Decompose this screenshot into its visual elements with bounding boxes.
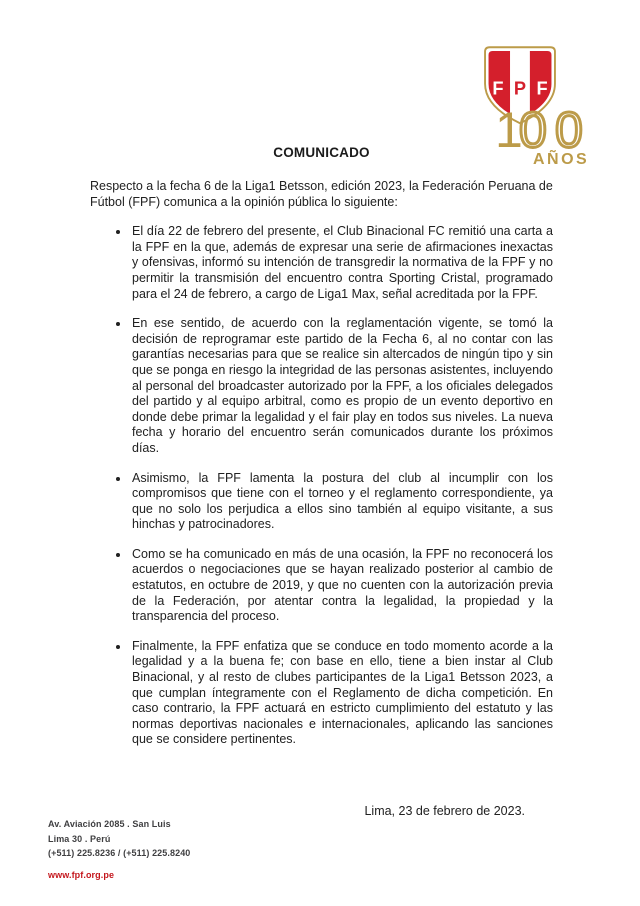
anniversary-digit-0a: 0 <box>519 104 547 158</box>
fpf-letter-p: P <box>513 77 527 99</box>
date-line: Lima, 23 de febrero de 2023. <box>364 804 525 818</box>
anniversary-digit-1: 1 <box>495 104 523 158</box>
fpf-letter-f2: F <box>536 77 548 99</box>
bullet-item-1: • El día 22 de febrero del presente, el Club Binacional FC remitió una carta a la FPF en la que, además de expresar una serie de afirmaciones inexactas y ofensivas, informó su intención de transgredir la normativa de la FPF y no permitir la transmisión del encuentro contra Sporting Cristal, programado para el 24 de febrero, a cargo de Liga1 Max, señal acreditada por la FPF. <box>130 224 553 302</box>
bullet-item-4: • Como se ha comunicado en más de una ocasión, la FPF no reconocerá los acuerdos o negociaciones que se hayan realizado posterior al cambio de estatutos, en octubre de 2019, y que no cuenten con la autorización previa de la Federación, por atentar contra la legalidad, la propiedad y la transparencia del proceso. <box>130 547 553 625</box>
bullet-list <box>114 224 553 748</box>
footer-phones: (+511) 225.8236 / (+511) 225.8240 <box>48 848 191 858</box>
footer-address-line1: Av. Aviación 2085 . San Luis <box>48 819 171 829</box>
website-link: www.fpf.org.pe <box>48 869 115 880</box>
bullet-item-3: • Asimismo, la FPF lamenta la postura del club al incumplir con los compromisos que tiene con el torneo y el reglamento correspondiente, ya que no solo los perjudica a ellos sino también al equipo visitante, a sus hinchas y patrocinadores. <box>130 471 553 533</box>
anniversary-label: AÑOS <box>533 151 590 168</box>
document-title: COMUNICADO <box>273 145 370 160</box>
fpf-letter-f1: F <box>492 77 504 99</box>
intro-paragraph: Respecto a la fecha 6 de la Liga1 Betsson, edición 2023, la Federación Peruana de Fútbol (FPF) comunica a la opinión pública lo siguiente: <box>90 179 553 209</box>
bullet-item-5: • Finalmente, la FPF enfatiza que se conduce en todo momento acorde a la legalidad y a la buena fe; con base en ello, tiene a bien instar al Club Binacional, y al resto de clubes participantes de la Liga1 Betsson 2023, a que cumplan íntegramente con el Reglamento de dicha competición. En caso contrario, la FPF actuará en estricto cumplimiento del estatuto y las normas deportivas nacionales e internacionales, aplicando las sanciones que se considere pertinentes. <box>130 639 553 748</box>
bullet-item-2: • En ese sentido, de acuerdo con la reglamentación vigente, se tomó la decisión de reprogramar este partido de la Fecha 6, al no contar con las garantías necesarias para que se realice sin altercados de ningún tipo y sin que se ponga en riesgo la integridad de las personas asistentes, incluyendo al personal del broadcaster autorizado por la FPF, a los oficiales delegados del partido y al equipo arbitral, como es propio de un evento deportivo en donde debe primar la legalidad y el fair play en todos sus niveles. La nueva fecha y horario del encuentro serán comunicados durante los próximos días. <box>130 316 553 456</box>
anniversary-digit-0b: 0 <box>555 104 583 158</box>
footer-address-line2: Lima 30 . Perú <box>48 833 111 844</box>
letterhead-footer <box>48 817 190 882</box>
